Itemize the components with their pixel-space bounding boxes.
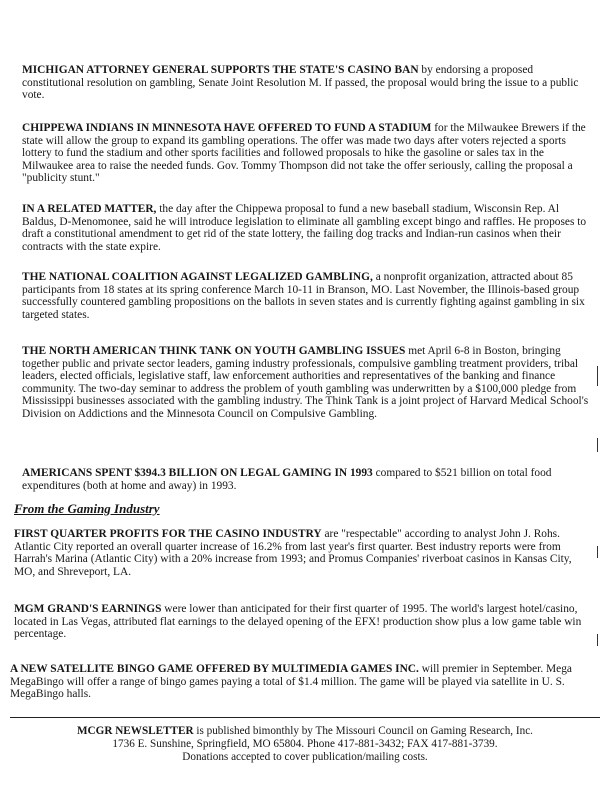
article-body: a nonprofit organization, attracted about 85 participants from 18 states at its spring conference March 10-11 in Branson, MO. Last November, the Illinois-based group successfully countered gambling propositions on the ballots in seven states and is currently fighting against gambling in six targeted states. xyxy=(22,271,585,321)
margin-mark xyxy=(597,438,598,452)
margin-mark xyxy=(597,546,598,558)
article-headline: AMERICANS SPENT $394.3 BILLION ON LEGAL GAMING IN 1993 xyxy=(22,467,373,479)
article-body: for the Milwaukee Brewers if the state will allow the group to expand its gambling operations. The offer was made two days after voters rejected a sports lottery to fund the stadium and other sports facilities and followed proposals to hike the gasoline or sales tax in the Milwaukee area to raise the needed funds. Gov. Tommy Thompson did not take the offer seriously, calling the proposal a "publicity stunt." xyxy=(22,122,586,185)
article-headline: IN A RELATED MATTER, xyxy=(22,203,157,215)
article-michigan xyxy=(22,64,590,102)
article-headline: THE NATIONAL COALITION AGAINST LEGALIZED GAMBLING, xyxy=(22,271,373,283)
margin-mark xyxy=(597,634,598,646)
footer-address: 1736 E. Sunshine, Springfield, MO 65804. Phone 417-881-3432; FAX 417-881-3739. xyxy=(112,738,498,750)
article-chippewa-stadium xyxy=(22,122,590,185)
article-satellite-bingo xyxy=(10,663,596,701)
footer xyxy=(20,725,590,764)
article-national-coalition xyxy=(22,271,590,321)
article-body: were lower than anticipated for their first quarter of 1995. The world's largest hotel/casino, located in Las Vegas, attributed flat earnings to the delayed opening of the EFX! production show plus a low game table win percentage. xyxy=(14,603,582,641)
margin-mark xyxy=(597,366,598,386)
article-body: will premier in September. Mega MegaBingo will offer a range of bingo games paying a total of $1.4 million. The game will be played via satellite in U. S. MegaBingo halls. xyxy=(10,663,572,701)
article-body: by endorsing a proposed constitutional resolution on gambling, Senate Joint Resolution M. If passed, the proposal would bring the issue to a public vote. xyxy=(22,64,579,102)
article-body: met April 6-8 in Boston, bringing together public and private sector leaders, gaming industry professionals, compulsive gambling treatment providers, tribal leaders, elected officials, legislative staff, law enforcement authorities and representatives of the banking and finance community. The two-day seminar to address the problem of youth gambling was underwritten by a $100,000 pledge from Mississippi businesses associated with the gambling industry. The Think Tank is a joint project of Harvard Medical School's Division on Addictions and the Minnesota Council on Compulsive Gambling. xyxy=(22,345,589,420)
article-headline: CHIPPEWA INDIANS IN MINNESOTA HAVE OFFERED TO FUND A STADIUM xyxy=(22,122,432,134)
footer-divider xyxy=(10,717,600,718)
article-headline: MGM GRAND'S EARNINGS xyxy=(14,603,162,615)
article-americans-spent xyxy=(22,467,590,492)
article-body: compared to $521 billion on total food expenditures (both at home and away) in 1993. xyxy=(22,467,552,492)
article-mgm-grand xyxy=(14,603,594,641)
article-headline: FIRST QUARTER PROFITS FOR THE CASINO INDUSTRY xyxy=(14,528,322,540)
article-headline: A NEW SATELLITE BINGO GAME OFFERED BY MULTIMEDIA GAMES INC. xyxy=(10,663,419,675)
footer-title: MCGR NEWSLETTER xyxy=(77,725,194,737)
article-related-matter xyxy=(22,203,590,253)
article-body: are "respectable" according to analyst John J. Rohs. Atlantic City reported an overall quarter increase of 16.2% from last year's first quarter. Best industry reports were from Harrah's Marina (Atlantic City) with a 20% increase from 1993; and Promus Companies' riverboat casinos in Kansas City, MO, and Shreveport, LA. xyxy=(14,528,572,578)
article-think-tank xyxy=(22,345,590,421)
article-body: the day after the Chippewa proposal to fund a new baseball stadium, Wisconsin Rep. Al Baldus, D-Menomonee, said he will introduce legislation to eliminate all gambling except bingo and raffles. He proposes to draft a constitutional amendment to get rid of the state lottery, the failing dog tracks and Indian-run casinos when their contracts with the state expire. xyxy=(22,203,587,253)
footer-line-1 xyxy=(20,725,590,738)
footer-publisher: is published bimonthly by The Missouri Council on Gaming Research, Inc. xyxy=(193,725,533,737)
article-headline: MICHIGAN ATTORNEY GENERAL SUPPORTS THE STATE'S CASINO BAN xyxy=(22,64,419,76)
article-first-quarter-profits xyxy=(14,528,594,578)
article-headline: THE NORTH AMERICAN THINK TANK ON YOUTH GAMBLING ISSUES xyxy=(22,345,406,357)
footer-donations: Donations accepted to cover publication/mailing costs. xyxy=(182,751,428,763)
section-title: From the Gaming Industry xyxy=(14,501,160,516)
